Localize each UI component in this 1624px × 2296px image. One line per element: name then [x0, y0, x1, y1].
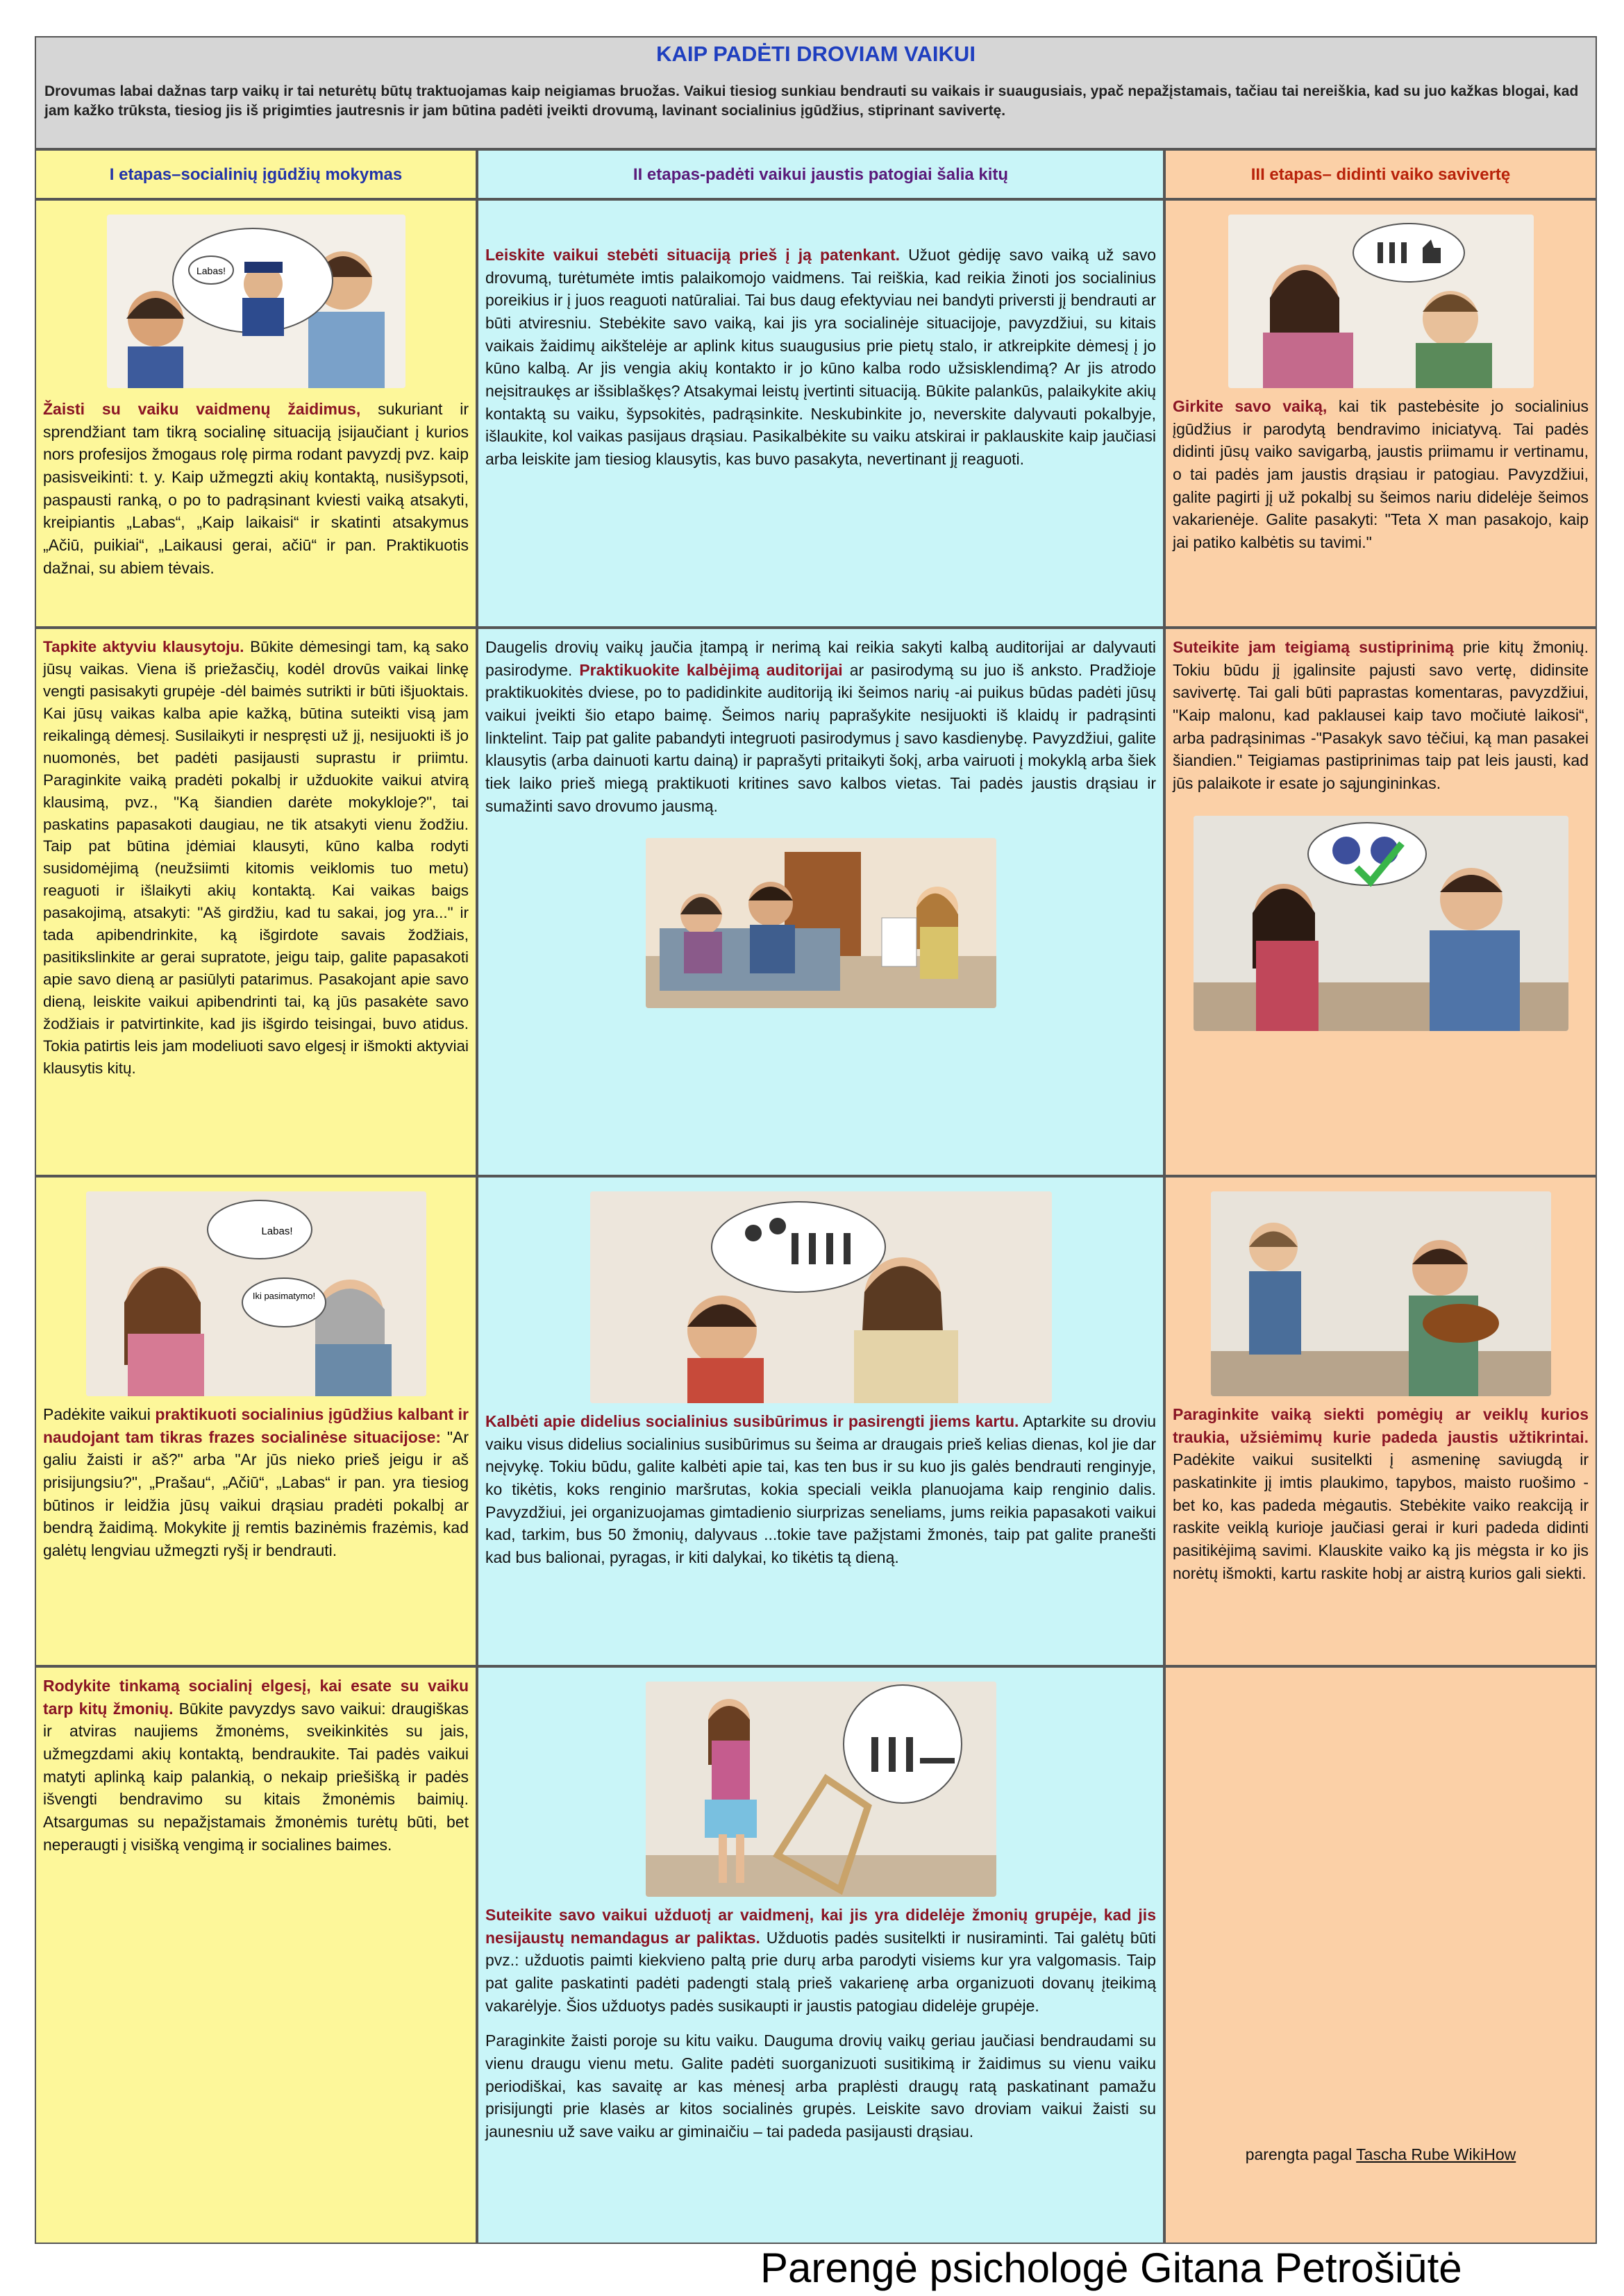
reinforcement-text: prie kitų žmonių. Tokiu būdu jį įgalinsite pajusti savo vertę, didinsite savivertę. Tai gali būti paprastas komentaras, pavyzdžiui, "Kaip malonu, kad paklausei kaip tavo močiutė laikosi“, arba padrąsinimas -"Pasakyk savo tėčiui, ką man pasakei šiandien." Teigiamas pastiprinimas taip pat leis jausti, kad jūs palaikote ir esate jo sąjungininkas. [1173, 638, 1589, 792]
stage-1-heading: I etapas–socialinių įgūdžių mokymas [35, 149, 477, 199]
row-4 [35, 1666, 1597, 2244]
stage-header-row [35, 149, 1597, 199]
cell-public-speaking [477, 628, 1164, 1176]
hobbies-illustration [1211, 1191, 1551, 1396]
family-audience-illustration [646, 838, 996, 1008]
row-3 [35, 1176, 1597, 1666]
role-play-illustration [107, 215, 405, 388]
source-credit [1166, 2143, 1596, 2166]
gatherings-heading: Kalbėti apie didelius socialinius susibūrimus ir pasirengti jiems kartu. [485, 1412, 1019, 1430]
page-title: KAIP PADĖTI DROVIAM VAIKUI [656, 42, 976, 66]
public-speaking-heading: Praktikuokite kalbėjimą auditorijai [579, 660, 843, 679]
cell-give-task [477, 1666, 1164, 2244]
cell-observe-situation [477, 199, 1164, 628]
cell-social-phrases [35, 1176, 477, 1666]
phrases-text-a: Padėkite vaikui [43, 1405, 156, 1423]
cell-active-listener [35, 628, 477, 1176]
cell-role-play [35, 199, 477, 628]
role-play-text: sukuriant ir sprendžiant tam tikrą socialinę situaciją įsijaučiant į kurios nors profesijos žmogaus rolę pirma rodant pavyzdį pvz. kaip pasisveikinti: t. y. Kaip užmegzti akių kontaktą, nusišypsoti, paspausti ranką, o po to padrąsinant kviesti vaiką atsakyti, kreipiantis „Labas“, „Kaip laikaisi“ ir skatinti atsakymus „Ačiū, puikiai“, „Laikausi gerai, ačiū“ ir pan. Praktikuotis dažnai, su abiem tėvais. [43, 400, 469, 577]
bubble-labas-2: Labas! [260, 1225, 293, 1237]
task-heading: Suteikite savo vaikui užduotį ar vaidmenį, kai jis yra didelėje žmonių grupėje, kad jis nesijaustų nemandagus ar paliktas. [485, 1906, 1156, 1947]
role-play-heading: Žaisti su vaiku vaidmenų žaidimus, [43, 400, 361, 418]
reinforcement-heading: Suteikite jam teigiamą sustiprinimą [1173, 638, 1454, 656]
cell-model-behavior [35, 1666, 477, 2244]
phrases-text-b: "Ar galiu žaisti ir aš?" arba "Ar jūs nieko prieš jeigu ir aš prisijungsiu?", „Prašau“, „Ačiū“, „Labas“ ir pan. yra tiesiog būtinos ir leidžia jūsų vaikui drąsiau pradėti pokalbį ar bendrą žaidimą. Mokykite jį remtis bazinėmis frazėmis, kad galėtų lengviau užmegzti ryšį ir bendrauti. [43, 1427, 469, 1559]
observe-heading: Leiskite vaikui stebėti situaciją prieš į ją patenkant. [485, 246, 901, 264]
phrases-illustration [86, 1191, 426, 1396]
praise-illustration [1228, 215, 1534, 388]
cell-big-gatherings [477, 1176, 1164, 1666]
active-listener-heading: Tapkite aktyviu klausytoju. [43, 638, 244, 655]
author-signature: Parengė psichologė Gitana Petrošiūtė [760, 2245, 1462, 2291]
model-behavior-heading: Rodykite tinkamą socialinį elgesį, kai esate su vaiku tarp kitų žmonių. [43, 1677, 469, 1718]
cell-hobbies [1164, 1176, 1597, 1666]
task-illustration [646, 1682, 996, 1897]
observe-text: Užuot gėdiję savo vaiką už savo drovumą, turėtumėte imtis palaikomojo vaidmens. Tai reiškia, kad reikia žinoti jos socialinius poreikius ir į juos reaguoti natūraliai. Tai bus daug efektyviau nei bandyti priversti jį bendrauti ar būti atviresniu. Stebėkite savo vaiką, kai jis yra socialinėje situacijoje, pavyzdžiui, su kitais vaikais žaidimų aikštelėje ar aplink kitus suaugusius prie pietų stalo, ir atkreipkite dėmesį į jo kūno kalbą. Ar jis vengia akių kontakto ir jo kūno kalba rodo užsisklendimą? Ar jis atrodo neįsitraukęs ar išsiblaškęs? Atsakymai leistų įvertinti situaciją. Būkite palankūs, palaikykite akių kontaktą su vaiku, šypsokitės, padrąsinkite. Neskubinkite jo, neverskite dalyvauti pokalbyje, išlaukite, kol vaikas pasijaus drąsiau. Pasikalbėkite su vaiku atskirai ir paklauskite kaip jaučiasi arba leiskite jam tiesiog klausytis, kas buvo pasakyta, nevertinant jį reaguoti. [485, 246, 1156, 468]
public-speaking-text-a: Daugelis drovių vaikų jaučia įtampą ir nerimą kai reikia sakyti kalbą auditorijai ar dalyvauti pasirodyme. [485, 638, 1156, 679]
credit-source-link[interactable]: Tascha Rube WikiHow [1356, 2145, 1516, 2164]
reinforcement-illustration [1194, 816, 1568, 1031]
gatherings-illustration [590, 1191, 1052, 1403]
bubble-labas: Labas! [196, 265, 226, 276]
pair-play-text: Paraginkite žaisti poroje su kitu vaiku. Dauguma drovių vaikų geriau jaučiasi bendraudami su vienu draugu vienu metu. Galite padėti suorganizuoti susitikimą ir žaidimus su vienu vaiku periodiškai, kas savaitę ar kas mėnesį arba praplėsti draugų ratą paskatinant pamažu prisijungti prie klasės ar kitos socialinės grupės. Leiskite savo droviam vaikui žaisti su jaunesniu už save vaiku ar giminaičiu – tai padeda pasijausti drąsiau. [485, 2031, 1156, 2140]
hobbies-text: Padėkite vaikui susitelkti į asmeninę saviugdą ir paskatinkite jį imtis plaukimo, tapybos, maisto ruošimo - bet ko, kas padeda mėgautis. Stebėkite vaiko reakciją ir raskite veiklą kurioje jaučiasi gerai ir kuri padeda didinti pasitikėjimą savimi. Klauskite vaiko ką jis mėgsta ir ko jis norėtų išmokti, kartu raskite hobį ar aistrą kurios gali siekti. [1173, 1450, 1589, 1582]
stage-2-heading: II etapas-padėti vaikui jaustis patogiai šalia kitų [477, 149, 1164, 199]
header [35, 36, 1597, 149]
public-speaking-text-b: ar pasirodymą su juo iš anksto. Pradžioje praktikuokitės dviese, po to padidinkite auditoriją iki šeimos narių -ai puikus būdas padėti jūsų vaikui įveikti šio etapo baimę. Šeimos narių paprašykite nesijuokti iš klaidų ir padrąsinti linktelint. Taip pat galite pabandyti integruoti pasirodymus į savo kasdienybę. Pavyzdžiui, galite klausytis (arba dainuoti kartu dainą) ir paprašyti pritaikyti šokį, arba vairuoti į mokyklą arba šiek tiek laiko prieš miegą praktikuoti kritines savo kalbos vietas. Tai padės jaustis drąsiau ir sumažinti savo drovumo jausmą. [485, 660, 1157, 815]
model-behavior-text: Būkite pavyzdys savo vaikui: draugiškas ir atviras naujiems žmonėms, sveikinkitės su jais, užmegzdami akių kontaktą, bendraukite. Tai padės vaikui matyti aplinką kaip palankią, o nekaip priešišką ir padės išvengti bendravimo su kitais žmonėmis baimių. Atsargumas su nepažįstamais žmonėmis turėtų būti, bet neperaugti į visišką vengimą ir socialines baimes. [43, 1699, 469, 1854]
cell-credit [1164, 1666, 1597, 2244]
praise-heading: Girkite savo vaiką, [1173, 397, 1328, 415]
hobbies-heading: Paraginkite vaiką siekti pomėgių ar veiklų kurios traukia, užsiėmimų kurie padeda jaustis užtikrintai. [1173, 1405, 1589, 1446]
phrases-heading: praktikuoti socialinius įgūdžius kalbant ir naudojant tam tikras frazes socialinėse situacijose: [43, 1405, 469, 1446]
intro-text: Drovumas labai dažnas tarp vaikų ir tai neturėtų būtų traktuojamas kaip neigiamas bruožas. Vaikui tiesiog sunkiau bendrauti su vaikais ir suaugusiais, ypač nepažįstamais, tačiau tai nereiškia, kad su juo kažkas blogai, kad jam kažko trūksta, tiesiog jis iš prigimties jautresnis ir jam būtina padėti įveikti drovumą, lavinant socialinius įgūdžius, stiprinant savivertę. [44, 83, 1579, 119]
row-2 [35, 628, 1597, 1176]
stage-3-heading: III etapas– didinti vaiko savivertę [1164, 149, 1597, 199]
cell-praise-child [1164, 199, 1597, 628]
task-text-a: Užduotis padės susitelkti ir nusiraminti. Tai galėtų būti pvz.: užduotis paimti kiekvieno paltą prie durų arba parodyti visiems kur yra valgomasis. Taip pat galite paskatinti padėti padengti stalą prieš vakarienę arba organizuoti dovanų įteikimą vakarėlyje. Šios užduotys padės susikaupti ir jaustis patogiau didelėje grupėje. [485, 1928, 1157, 2015]
active-listener-text: Būkite dėmesingi tam, ką sako jūsų vaikas. Viena iš priežasčių, kodėl drovūs vaikai linkę vengti pasisakyti grupėje -dėl baimės sutrikti ir būti išjuoktais. Kai jūsų vaikas kalba apie kažką, būtina suteikti visą jam reikalingą dėmesį. Susilaikyti ir nespręsti už jį, nesijuokti iš jo nuomonės, bet padėti pasijausti suprastu ir priimtu. Paraginkite vaiką pradėti pokalbį ir užduokite vaikui atvirą klausimą, pvz., "Ką šiandien darėte mokykloje?", tai paskatins papasakoti daugiau, ne tik atsakyti vienu žodžiu. Taip pat būtina įdėmiai klausyti, kūno kalba rodyti susidomėjimą (neužsiimti kitomis veiklomis tuo metu) reaguoti ir išlaikyti akių kontaktą. Kai vaikas baigs pasakojimą, atsakyti: "Aš girdžiu, kad tu sakai, jog yra..." ir tada apibendrinkite, ką išgirdote savais žodžiais, pasitikslinkite ar gerai supratote, jeigu taip, galite papasakoti apie savo dieną ar pasiūlyti patarimus. Pasakojant apie savo dieną, leiskite vaikui apibendrinti tai, ką jūs pasakėte savo žodžiais ir patvirtinkite, kad jis išgirdo teisingai, buvo atidus. Tokia patirtis leis jam modeliuoti savo elgesį ir išmokti aktyviai klausytis kitų. [43, 638, 469, 1077]
cell-positive-reinforcement [1164, 628, 1597, 1176]
row-1 [35, 199, 1597, 628]
bubble-goodbye: Iki pasimatymo! [252, 1291, 315, 1301]
gatherings-text: Aptarkite su droviu vaiku visus didelius socialinius susibūrimus su šeima ar draugais prieš kelias dienas, kol jie dar neįvykę. Tokiu būdu, galite kalbėti apie tai, kas ten bus ir su kuo jis galės bendrauti renginyje, ko tikėtis, koks renginio maršrutas, kokia speciali veikla planuojama kaip renginio dalis. Pavyzdžiui, jei organizuojamas gimtadienio siurprizas seneliams, jums reikia papasakoti vaikui kad, tarkim, bus 50 žmonių, dalyvaus ...tokie tave pažįstami žmonės, taip pat galite pranešti kad bus balionai, pyragas, ir kiti dalykai, ko tikėtis tą dieną. [485, 1412, 1156, 1566]
credit-prefix: parengta pagal [1245, 2145, 1357, 2164]
praise-text: kai tik pastebėsite jo socialinius įgūdžius ir parodytą bendravimo iniciatyvą. Tai padės didinti jūsų vaiko savigarbą, jaustis priimamu ir vertinamu, o tai padės jam jaustis drąsiau ir patogiau. Pavyzdžiui, galite pagirti jį už pokalbį su šeimos nariu didelėje šeimos vakarienėje. Galite pasakyti: "Teta X man pasakojo, kaip jai patiko kalbėtis su tavimi." [1173, 397, 1589, 551]
